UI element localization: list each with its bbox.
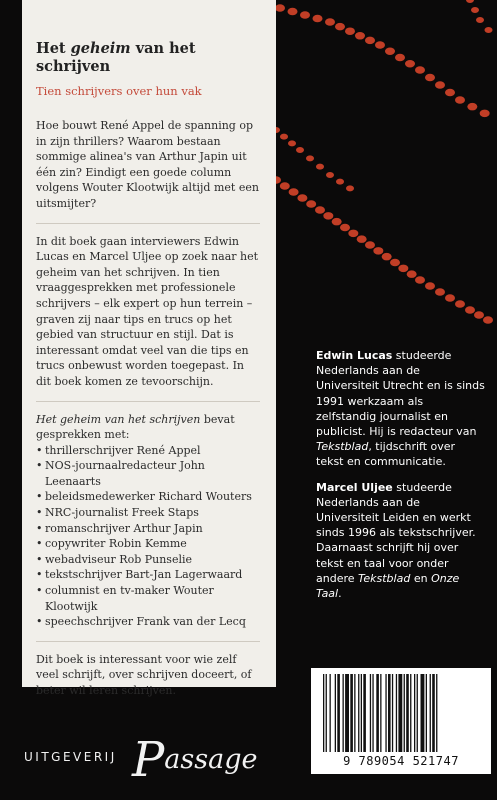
bead [289,188,299,196]
bead [485,27,493,33]
bead [288,8,298,16]
closing-paragraph: Dit boek is interessant voor wie zelf veel schrijft, over schrijven doceert, of beter wil leren schrijven. [36,652,252,697]
isbn-number: 9 789054 521747 [343,754,459,768]
bead [471,7,479,13]
barcode-bar [404,674,405,752]
bead [325,18,335,26]
barcode-bar [363,674,366,752]
list-item: • romanschrijver Arthur Japin [36,521,260,537]
bead [326,172,334,178]
list-item: • speechschrijver Frank van der Lecq [36,614,260,630]
bead [476,17,484,23]
divider [36,223,260,224]
bead [415,66,425,74]
barcode-bar [343,674,344,752]
bead [336,179,344,185]
bead [405,60,415,68]
list-item: • tekstschrijver Bart-Jan Lagerwaard [36,567,260,583]
barcode-bar [345,674,349,752]
barcode-bar [396,674,397,752]
bead [357,235,367,243]
list-item: • beleidsmedewerker Richard Wouters [36,489,260,505]
bead [300,11,310,19]
interviewee-list [36,443,260,630]
publisher-prefix: UITGEVERIJ [24,750,117,764]
bead [445,89,455,97]
bead [340,224,350,232]
author-bio-marcel-uljee: Marcel Uljee studeerde Nederlands aan de Universiteit Leiden en werkt sinds 1996 als tekstschrijver. Daarnaast schrijft hij over tekst en taal voor onder andere Tekstblad en Onze Taal. [316,480,476,601]
bead [467,103,477,111]
barcode-bar [426,674,427,752]
bead [398,265,408,273]
body-paragraph: In dit boek gaan interviewers Edwin Lucas en Marcel Uljee op zoek naar het geheim van het schrijven. In tien vraaggesprekken met professionele schrijvers – elk expert op hun terrein – graven zij naar tips en trucs op het gebied van structuur en stijl. Dat is interessant omdat veel van die tips en trucs onbewust worden toegepast. In dit boek komen ze tevoorschijn. [36,234,259,388]
bead [288,140,296,146]
barcode-bar [380,674,381,752]
barcode-bar [432,674,435,752]
bead [395,54,405,62]
barcode-bar [414,674,415,752]
bead [390,259,400,267]
barcode-bar [350,674,353,752]
list-item: • NRC-journalist Freek Staps [36,505,260,521]
book-title: Het geheim van het schrijven [36,40,196,75]
bead [323,212,333,220]
list-item: • webadviseur Rob Punselie [36,552,260,568]
bead [297,194,307,202]
bead [385,48,395,56]
bead [435,81,445,89]
publisher-name: Passage [132,732,258,788]
list-item: • thrillerschrijver René Appel [36,443,260,459]
bead [480,110,490,118]
bead [335,23,345,31]
bead [365,241,375,249]
bead [407,270,417,278]
barcode-bar [337,674,340,752]
bead [415,276,425,284]
barcode-bar [335,674,336,752]
author-bios [316,348,486,611]
barcode-bar [410,674,411,752]
publisher-logo [24,714,294,788]
bead [332,218,342,226]
description-panel [22,0,276,697]
bead [313,15,323,23]
bead [483,316,493,324]
bead [455,96,465,104]
barcode-bar [330,674,331,752]
bead [346,185,354,191]
bead [306,155,314,161]
bead [316,164,324,170]
bead [382,253,392,261]
bead [275,4,285,12]
book-subtitle: Tien schrijvers over hun vak [36,84,202,98]
barcode-bar [358,674,359,752]
bead [445,294,455,302]
bead [315,206,325,214]
barcode-bar [436,674,437,752]
barcode-bars [319,674,483,752]
barcode-bar [323,674,324,752]
barcode-bar [385,674,386,752]
bead [296,147,304,153]
bead [435,288,445,296]
list-item: • NOS-journaalredacteur John Leenaarts [36,458,260,489]
barcode-bar [417,674,418,752]
orange-bead-chains [271,0,493,324]
bead [373,247,383,255]
barcode-bar [326,674,327,752]
barcode-bar [421,674,425,752]
bead [375,41,385,49]
barcode-bar [361,674,362,752]
barcode-bar [372,674,373,752]
bead [425,282,435,290]
bead [280,134,288,140]
bead [474,311,484,319]
barcode-bar [392,674,393,752]
bead [306,200,316,208]
bead [365,37,375,45]
intro-paragraph: Hoe bouwt René Appel de spanning op in zijn thrillers? Waarom bestaan sommige alinea's van Arthur Japin uit één zin? Eindigt een goede column volgens Wouter Klootwijk altijd met een uitsmijter? [36,119,259,210]
bead [466,0,474,3]
barcode-bar [370,674,371,752]
isbn-barcode [311,668,491,774]
bead [345,27,355,35]
barcode-bar [376,674,379,752]
author-bio-edwin-lucas: Edwin Lucas studeerde Nederlands aan de Universiteit Utrecht en is sinds 1991 werkzaam als zelfstandig journalist en publicist. Hij is redacteur van Tekstblad, tijdschrift over tekst en communicatie. [316,349,485,469]
bead [348,230,358,238]
bead [455,300,465,308]
list-intro: Het geheim van het schrijven bevat gesprekken met: [36,412,235,442]
bead [425,74,435,82]
bead [355,32,365,40]
barcode-bar [354,674,355,752]
barcode-bar [388,674,391,752]
list-item: • columnist en tv-maker Wouter Klootwijk [36,583,260,614]
bead [465,306,475,314]
divider [36,401,260,402]
divider [36,641,260,642]
bead [280,182,290,190]
list-item: • copywriter Robin Kemme [36,536,260,552]
barcode-bar [430,674,431,752]
barcode-bar [406,674,409,752]
barcode-bar [398,674,402,752]
